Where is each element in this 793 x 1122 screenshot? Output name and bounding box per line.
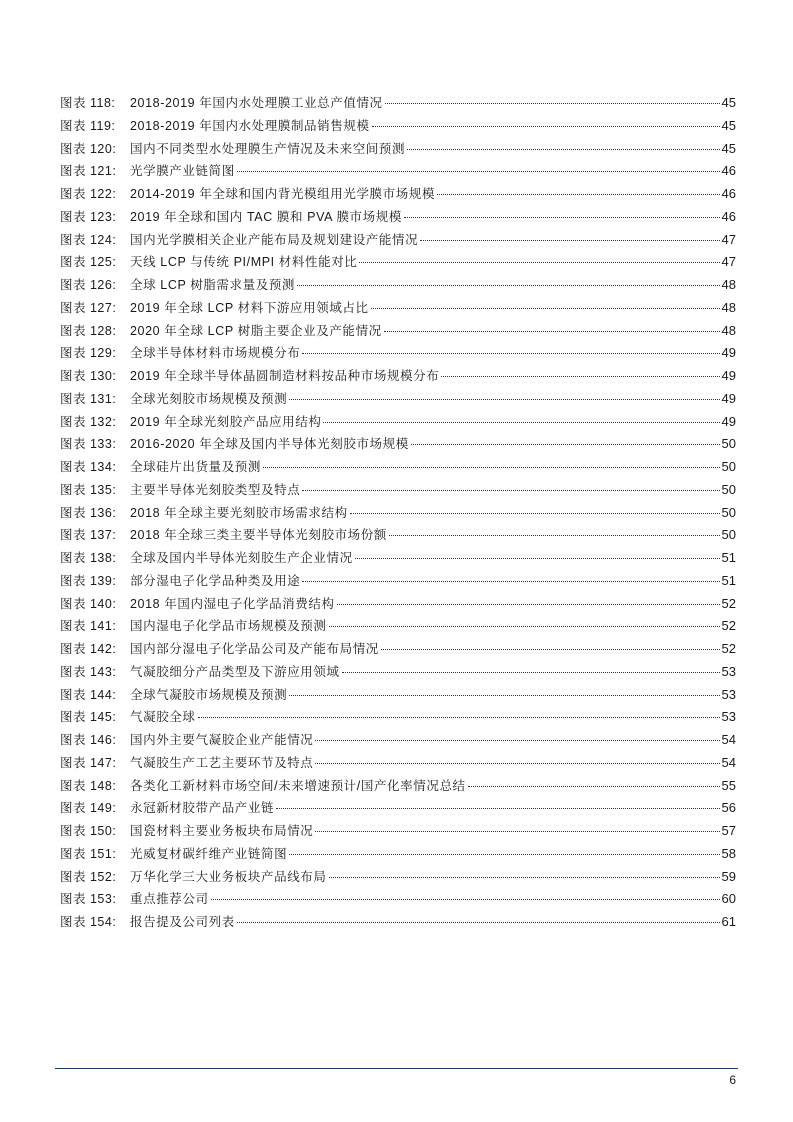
- toc-entry-title: 报告提及公司列表: [130, 915, 235, 929]
- toc-entry-title: 2020 年全球 LCP 树脂主要企业及产能情况: [130, 323, 382, 338]
- toc-entry-title: 国内不同类型水处理膜生产情况及未来空间预测: [130, 141, 406, 156]
- toc-entry[interactable]: [60, 866, 736, 889]
- toc-entry-page: 45: [721, 95, 736, 110]
- toc-entry[interactable]: [60, 502, 736, 525]
- toc-entry-label: 图表 129:: [60, 346, 117, 361]
- toc-entry-page: 52: [721, 618, 736, 634]
- toc-dot-leader: [302, 581, 719, 582]
- toc-entry-page: 51: [721, 550, 736, 565]
- toc-dot-leader: [389, 535, 720, 536]
- toc-dot-leader: [276, 808, 719, 809]
- toc-entry-page: 60: [721, 891, 736, 907]
- toc-entry[interactable]: [60, 547, 736, 570]
- toc-dot-leader: [384, 331, 720, 332]
- toc-dot-leader: [411, 444, 720, 445]
- toc-dot-leader: [302, 490, 719, 491]
- toc-entry-page: 54: [721, 754, 736, 770]
- toc-entry-title: 万华化学三大业务板块产品线布局: [130, 869, 327, 884]
- toc-entry-title: 2018-2019 年国内水处理膜工业总产值情况: [130, 96, 383, 110]
- toc-dot-leader: [289, 695, 719, 696]
- toc-entry-page: 49: [721, 390, 736, 406]
- toc-entry-page: 48: [721, 299, 736, 315]
- toc-entry-title: 全球硅片出货量及预测: [130, 460, 262, 474]
- toc-entry-page: 52: [721, 641, 736, 656]
- toc-entry-label: 图表 143:: [60, 664, 117, 679]
- toc-entry[interactable]: [60, 92, 736, 115]
- toc-entry-label: 图表 146:: [60, 733, 117, 747]
- toc-entry-page: 46: [721, 208, 736, 224]
- toc-entry[interactable]: [60, 593, 736, 616]
- toc-entry-title: 国内光学膜相关企业产能布局及规划建设产能情况: [130, 232, 419, 247]
- toc-dot-leader: [371, 308, 720, 309]
- toc-entry-label: 图表 153:: [60, 892, 117, 907]
- toc-entry-label: 图表 127:: [60, 300, 117, 315]
- toc-entry-title: 2018 年国内湿电子化学品消费结构: [130, 596, 335, 611]
- toc-entry-page: 61: [721, 914, 736, 929]
- toc-entry-label: 图表 130:: [60, 369, 117, 383]
- toc-entry-label: 图表 136:: [60, 505, 117, 520]
- toc-entry-label: 图表 135:: [60, 482, 117, 497]
- toc-entry[interactable]: [60, 888, 736, 911]
- toc-entry-page: 56: [721, 800, 736, 816]
- toc-entry[interactable]: [60, 479, 736, 502]
- toc-entry-label: 图表 131:: [60, 391, 117, 406]
- toc-entry[interactable]: [60, 320, 736, 343]
- toc-entry-title: 2019 年全球半导体晶圆制造材料按品种市场规模分布: [130, 369, 440, 383]
- toc-entry-page: 55: [721, 777, 736, 793]
- toc-entry-title: 国瓷材料主要业务板块布局情况: [130, 824, 314, 838]
- footer-page-number: 6: [729, 1073, 736, 1087]
- toc-entry-page: 48: [721, 322, 736, 338]
- toc-entry[interactable]: [60, 206, 736, 229]
- toc-entry-label: 图表 123:: [60, 209, 117, 224]
- toc-entry-page: 47: [721, 231, 736, 247]
- toc-entry-title: 各类化工新材料市场空间/未来增速预计/国产化率情况总结: [130, 778, 466, 793]
- toc-dot-leader: [329, 877, 720, 878]
- toc-dot-leader: [385, 103, 720, 104]
- toc-entry-page: 49: [721, 368, 736, 383]
- toc-entry-title: 2014-2019 年全球和国内背光模组用光学膜市场规模: [130, 187, 436, 201]
- toc-dot-leader: [372, 126, 720, 127]
- toc-entry[interactable]: [60, 456, 736, 479]
- toc-entry-page: 53: [721, 663, 736, 679]
- toc-entry-label: 图表 128:: [60, 323, 117, 338]
- toc-dot-leader: [297, 285, 719, 286]
- toc-entry[interactable]: [60, 684, 736, 707]
- toc-entry-page: 46: [721, 186, 736, 201]
- toc-entry-title: 部分湿电子化学品种类及用途: [130, 573, 301, 588]
- toc-entry-title: 全球光刻胶市场规模及预测: [130, 391, 288, 406]
- toc-dot-leader: [302, 353, 719, 354]
- toc-dot-leader: [355, 558, 720, 559]
- toc-dot-leader: [359, 262, 719, 263]
- toc-entry-title: 光学膜产业链简图: [130, 164, 235, 179]
- toc-entry-page: 47: [721, 254, 736, 270]
- toc-entry-page: 57: [721, 823, 736, 838]
- toc-entry-title: 全球气凝胶市场规模及预测: [130, 687, 288, 702]
- toc-dot-leader: [323, 422, 719, 423]
- toc-entry-title: 2019 年全球 LCP 材料下游应用领域占比: [130, 300, 369, 315]
- toc-entry[interactable]: [60, 820, 736, 843]
- toc-entry[interactable]: [60, 433, 736, 456]
- toc-entry[interactable]: [60, 115, 736, 138]
- toc-entry-page: 58: [721, 845, 736, 861]
- toc-dot-leader: [329, 626, 720, 627]
- toc-entry-label: 图表 132:: [60, 414, 117, 429]
- toc-entry[interactable]: [60, 638, 736, 661]
- toc-entry-title: 气凝胶全球: [130, 710, 196, 725]
- toc-entry-label: 图表 122:: [60, 187, 117, 201]
- toc-entry-title: 国内湿电子化学品市场规模及预测: [130, 619, 327, 634]
- toc-entry[interactable]: [60, 388, 736, 411]
- toc-entry-label: 图表 138:: [60, 551, 117, 565]
- table-of-figures: [60, 92, 736, 934]
- toc-entry[interactable]: [60, 411, 736, 434]
- toc-entry[interactable]: [60, 160, 736, 183]
- toc-dot-leader: [407, 149, 719, 150]
- toc-entry-label: 图表 121:: [60, 164, 117, 179]
- toc-dot-leader: [404, 217, 720, 218]
- toc-entry-label: 图表 144:: [60, 687, 117, 702]
- toc-entry[interactable]: [60, 797, 736, 820]
- toc-dot-leader: [441, 376, 719, 377]
- toc-entry-label: 图表 120:: [60, 141, 117, 156]
- toc-entry[interactable]: [60, 775, 736, 798]
- toc-entry-page: 50: [721, 527, 736, 543]
- toc-entry-label: 图表 125:: [60, 255, 117, 270]
- toc-dot-leader: [315, 740, 719, 741]
- toc-entry-label: 图表 147:: [60, 755, 117, 770]
- toc-dot-leader: [350, 513, 720, 514]
- toc-entry-page: 53: [721, 709, 736, 725]
- toc-entry-page: 59: [721, 868, 736, 884]
- footer-rule: [55, 1068, 738, 1069]
- toc-entry-page: 50: [721, 459, 736, 474]
- toc-entry-label: 图表 141:: [60, 619, 117, 634]
- toc-entry-page: 54: [721, 732, 736, 747]
- toc-entry-title: 永冠新材胶带产品产业链: [130, 801, 275, 816]
- toc-entry-label: 图表 151:: [60, 846, 117, 861]
- toc-dot-leader: [468, 786, 720, 787]
- toc-entry-label: 图表 152:: [60, 869, 117, 884]
- toc-entry-title: 重点推荐公司: [130, 892, 209, 907]
- toc-entry-title: 光威复材碳纤维产业链简图: [130, 846, 288, 861]
- toc-entry-page: 45: [721, 140, 736, 156]
- toc-entry-label: 图表 142:: [60, 642, 117, 656]
- toc-entry-title: 气凝胶细分产品类型及下游应用领域: [130, 664, 340, 679]
- toc-entry-label: 图表 145:: [60, 710, 117, 725]
- toc-entry-page: 45: [721, 117, 736, 133]
- toc-entry-title: 国内部分湿电子化学品公司及产能布局情况: [130, 642, 379, 656]
- toc-entry[interactable]: [60, 251, 736, 274]
- toc-dot-leader: [263, 467, 720, 468]
- toc-dot-leader: [198, 717, 720, 718]
- toc-dot-leader: [381, 649, 720, 650]
- toc-entry-title: 全球半导体材料市场规模分布: [130, 346, 301, 361]
- toc-entry[interactable]: [60, 229, 736, 252]
- toc-entry-page: 49: [721, 413, 736, 429]
- toc-dot-leader: [342, 672, 720, 673]
- toc-entry-label: 图表 149:: [60, 801, 117, 816]
- toc-entry[interactable]: [60, 661, 736, 684]
- toc-entry[interactable]: [60, 183, 736, 206]
- toc-entry-label: 图表 148:: [60, 778, 117, 793]
- toc-entry-page: 53: [721, 686, 736, 702]
- toc-entry-label: 图表 140:: [60, 596, 117, 611]
- toc-entry[interactable]: [60, 752, 736, 775]
- toc-dot-leader: [237, 922, 720, 923]
- toc-entry-label: 图表 137:: [60, 528, 117, 543]
- toc-entry-label: 图表 134:: [60, 460, 117, 474]
- toc-dot-leader: [315, 763, 719, 764]
- toc-entry-page: 52: [721, 595, 736, 611]
- toc-entry-page: 48: [721, 277, 736, 292]
- toc-entry-title: 国内外主要气凝胶企业产能情况: [130, 733, 314, 747]
- toc-entry[interactable]: [60, 342, 736, 365]
- toc-entry-page: 46: [721, 163, 736, 179]
- toc-entry-label: 图表 150:: [60, 824, 117, 838]
- toc-entry-title: 2018-2019 年国内水处理膜制品销售规模: [130, 118, 370, 133]
- toc-entry[interactable]: [60, 706, 736, 729]
- toc-dot-leader: [437, 194, 719, 195]
- toc-entry[interactable]: [60, 524, 736, 547]
- toc-entry-title: 2019 年全球和国内 TAC 膜和 PVA 膜市场规模: [130, 209, 402, 224]
- toc-entry-label: 图表 118:: [60, 96, 116, 110]
- toc-entry-title: 全球 LCP 树脂需求量及预测: [130, 278, 296, 292]
- toc-entry-page: 51: [721, 572, 736, 588]
- toc-entry-label: 图表 126:: [60, 278, 117, 292]
- toc-entry-page: 50: [721, 504, 736, 520]
- toc-entry-title: 气凝胶生产工艺主要环节及特点: [130, 755, 314, 770]
- toc-dot-leader: [420, 240, 719, 241]
- toc-entry[interactable]: [60, 570, 736, 593]
- toc-entry-title: 2018 年全球三类主要半导体光刻胶市场份额: [130, 528, 387, 543]
- toc-entry-title: 2019 年全球光刻胶产品应用结构: [130, 414, 322, 429]
- toc-entry-title: 全球及国内半导体光刻胶生产企业情况: [130, 551, 353, 565]
- toc-entry[interactable]: [60, 274, 736, 297]
- toc-entry-title: 2016-2020 年全球及国内半导体光刻胶市场规模: [130, 437, 409, 452]
- toc-entry-page: 49: [721, 345, 736, 361]
- toc-entry[interactable]: [60, 843, 736, 866]
- toc-entry-label: 图表 139:: [60, 573, 117, 588]
- toc-dot-leader: [289, 854, 719, 855]
- toc-dot-leader: [337, 604, 720, 605]
- toc-entry[interactable]: [60, 729, 736, 752]
- toc-dot-leader: [315, 831, 719, 832]
- toc-entry-label: 图表 133:: [60, 437, 117, 452]
- toc-entry-title: 天线 LCP 与传统 PI/MPI 材料性能对比: [130, 255, 358, 270]
- toc-entry-label: 图表 154:: [60, 915, 117, 929]
- toc-entry-page: 50: [721, 436, 736, 452]
- toc-entry-label: 图表 124:: [60, 232, 117, 247]
- toc-entry[interactable]: [60, 911, 736, 934]
- toc-entry[interactable]: [60, 365, 736, 388]
- toc-entry-title: 2018 年全球主要光刻胶市场需求结构: [130, 505, 348, 520]
- toc-entry-title: 主要半导体光刻胶类型及特点: [130, 482, 301, 497]
- toc-dot-leader: [211, 899, 720, 900]
- toc-entry[interactable]: [60, 297, 736, 320]
- toc-entry[interactable]: [60, 138, 736, 161]
- toc-entry[interactable]: [60, 615, 736, 638]
- toc-entry-page: 50: [721, 481, 736, 497]
- toc-dot-leader: [237, 171, 720, 172]
- toc-dot-leader: [289, 399, 719, 400]
- toc-entry-label: 图表 119:: [60, 118, 116, 133]
